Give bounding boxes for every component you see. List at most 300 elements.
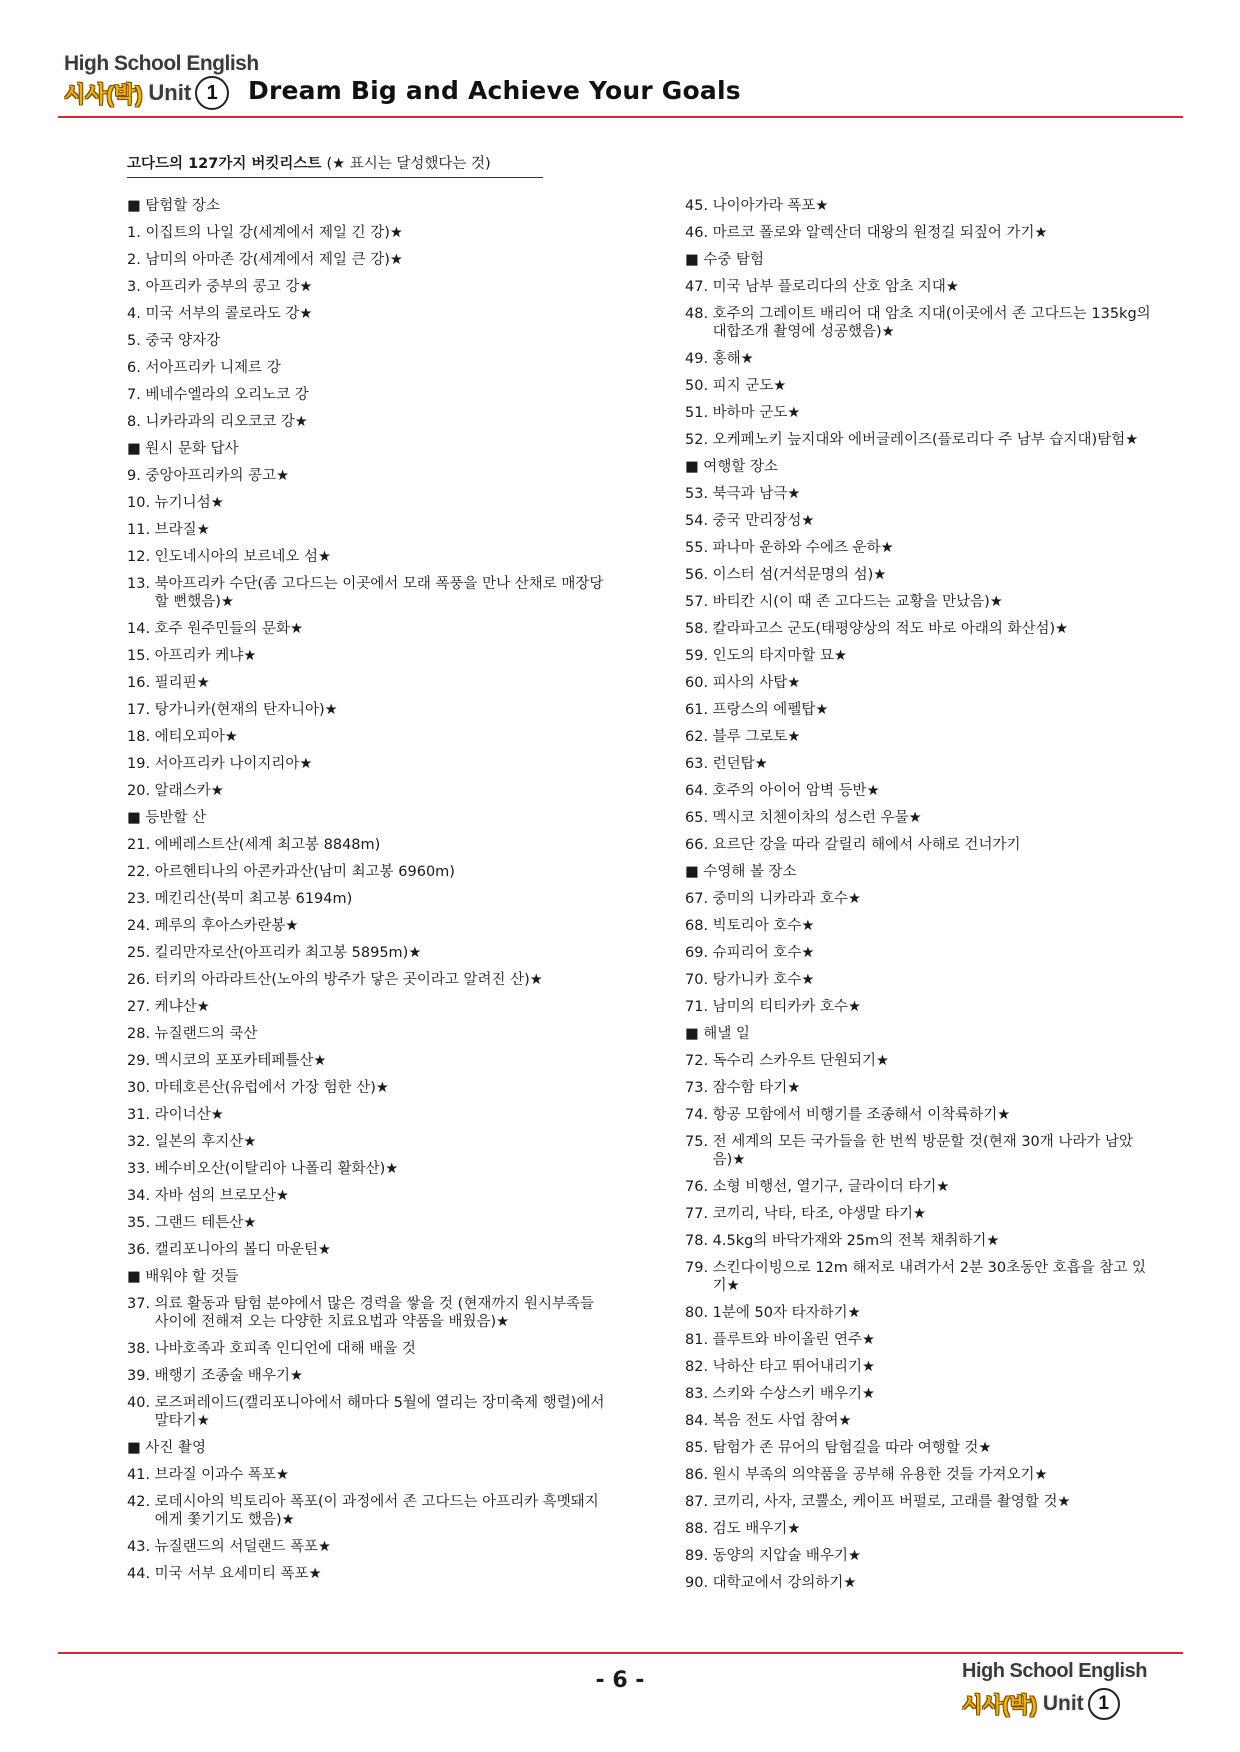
category-heading <box>685 1025 1155 1043</box>
list-item-text: 코끼리, 사자, 코뿔소, 케이프 버펄로, 고래를 촬영할 것★ <box>712 1494 1071 1510</box>
list-item-number: 10. <box>127 495 155 511</box>
list-item <box>685 890 1155 908</box>
list-item-number: 29. <box>127 1053 155 1069</box>
list-item-number: 62. <box>685 729 713 745</box>
list-item <box>127 1538 607 1556</box>
list-item-text: 탕가니카 호수★ <box>712 972 815 988</box>
list-item-number: 16. <box>127 675 155 691</box>
list-item <box>127 494 607 512</box>
list-item-number: 12. <box>127 549 155 565</box>
list-item-number: 32. <box>127 1134 155 1150</box>
list-item-number: 64. <box>685 783 713 799</box>
list-item-text: 남미의 티티카카 호수★ <box>712 999 861 1015</box>
list-item-text: 서아프리카 나이지리아★ <box>154 756 313 772</box>
list-item-text: 칼라파고스 군도(태평양상의 적도 바로 아래의 화산섬)★ <box>712 621 1069 637</box>
list-item-text: 베네수엘라의 오리노코 강 <box>145 387 309 403</box>
list-item-text: 호주 원주민들의 문화★ <box>154 621 303 637</box>
list-item-number: 81. <box>685 1332 713 1348</box>
list-item-text: 인도의 타지마할 묘★ <box>712 648 847 664</box>
list-item-text: 홍해★ <box>712 351 754 367</box>
list-item-number: 1. <box>127 225 146 241</box>
list-item-text: 중국 양자강 <box>145 333 221 349</box>
list-item <box>685 998 1155 1016</box>
left-column <box>127 197 607 1583</box>
list-item <box>127 782 607 800</box>
list-item-number: 71. <box>685 999 713 1015</box>
list-item <box>685 1574 1155 1592</box>
list-item-number: 66. <box>685 837 713 853</box>
list-item-number: 67. <box>685 891 713 907</box>
list-item <box>685 1466 1155 1484</box>
list-item-number: 70. <box>685 972 713 988</box>
list-item-text: 로즈퍼레이드(캘리포니아에서 해마다 5월에 열리는 장미축제 행렬)에서 말타기★ <box>154 1395 605 1429</box>
list-item-number: 87. <box>685 1494 713 1510</box>
list-item-text: 1분에 50자 타자하기★ <box>712 1305 861 1321</box>
list-item-number: 85. <box>685 1440 713 1456</box>
list-item-text: 이집트의 나일 강(세계에서 제일 긴 강)★ <box>145 225 403 241</box>
list-item <box>685 809 1155 827</box>
list-item-number: 44. <box>127 1566 155 1582</box>
footer-logo-unit-label: Unit <box>1042 1692 1084 1715</box>
list-item-text: 호주의 아이어 암벽 등반★ <box>712 783 880 799</box>
list-item <box>685 971 1155 989</box>
list-item-number: 39. <box>127 1368 155 1384</box>
list-item-number: 43. <box>127 1539 155 1555</box>
list-item <box>685 1304 1155 1322</box>
list-item-number: 51. <box>685 405 713 421</box>
list-item-number: 79. <box>685 1260 713 1276</box>
list-item-text: 브라질 이과수 폭포★ <box>154 1467 289 1483</box>
list-item <box>127 1106 607 1124</box>
list-item-text: 전 세계의 모든 국가들을 한 번씩 방문할 것(현재 30개 나라가 남았음)★ <box>712 1134 1134 1168</box>
list-item-text: 브라질★ <box>154 522 210 538</box>
list-item-number: 19. <box>127 756 155 772</box>
list-item-number: 5. <box>127 333 146 349</box>
list-item-text: 마테호른산(유럽에서 가장 험한 산)★ <box>154 1080 389 1096</box>
list-item-number: 25. <box>127 945 155 961</box>
list-item-number: 40. <box>127 1395 155 1411</box>
list-item-number: 2. <box>127 252 146 268</box>
list-item-text: 바하마 군도★ <box>712 405 801 421</box>
list-item-text: 코끼리, 낙타, 타조, 야생말 타기★ <box>712 1206 927 1222</box>
list-item <box>685 836 1155 854</box>
list-item <box>127 1466 607 1484</box>
list-item-text: 케냐산★ <box>154 999 210 1015</box>
list-item <box>127 224 607 242</box>
list-item <box>127 620 607 638</box>
list-item-text: 북아프리카 수단(좀 고다드는 이곳에서 모래 폭풍을 만나 산채로 매장당할 뻔했음)★ <box>154 576 604 610</box>
category-heading <box>127 440 607 458</box>
list-item-number: 15. <box>127 648 155 664</box>
list-item-number: 34. <box>127 1188 155 1204</box>
list-item-number: 84. <box>685 1413 713 1429</box>
list-item-text: 미국 남부 플로리다의 산호 암초 지대★ <box>712 279 959 295</box>
list-item-text: 스키와 수상스키 배우기★ <box>712 1386 875 1402</box>
list-item <box>127 1187 607 1205</box>
footer-logo-unit-badge <box>962 1688 1120 1720</box>
list-item <box>685 1178 1155 1196</box>
list-item <box>685 1493 1155 1511</box>
list-item-number: 52. <box>685 432 713 448</box>
list-item-number: 82. <box>685 1359 713 1375</box>
list-item-text: ■ 탐험할 장소 <box>127 198 220 214</box>
list-item-text: ■ 사진 촬영 <box>127 1440 206 1456</box>
list-item-text: 마르코 폴로와 알렉산더 대왕의 원정길 되짚어 가기★ <box>712 225 1048 241</box>
list-item-number: 42. <box>127 1494 155 1510</box>
list-item <box>127 863 607 881</box>
header-logo-publisher: 시사(박) <box>64 81 143 107</box>
footer-logo-wordmark: High School English <box>962 1660 1147 1682</box>
list-item-number: 53. <box>685 486 713 502</box>
list-item-text: ■ 수영해 볼 장소 <box>685 864 797 880</box>
list-item-text: 킬리만자로산(아프리카 최고봉 5895m)★ <box>154 945 422 961</box>
list-item <box>127 1160 607 1178</box>
list-item-text: 피지 군도★ <box>712 378 787 394</box>
list-item-text: 플루트와 바이올린 연주★ <box>712 1332 875 1348</box>
list-item <box>685 377 1155 395</box>
list-item-text: 베수비오산(이탈리아 나폴리 활화산)★ <box>154 1161 399 1177</box>
list-item-number: 7. <box>127 387 146 403</box>
list-item <box>685 305 1155 341</box>
list-item-text: ■ 수중 탐험 <box>685 252 764 268</box>
list-item <box>127 890 607 908</box>
footer-logo-publisher: 시사(박) <box>962 1694 1037 1717</box>
list-item <box>127 1241 607 1259</box>
list-item-number: 48. <box>685 306 713 322</box>
list-item <box>127 1340 607 1358</box>
list-item <box>685 1052 1155 1070</box>
list-item-text: 뉴기니섬★ <box>154 495 224 511</box>
list-item-number: 59. <box>685 648 713 664</box>
section-title-text: 고다드의 127가지 버킷리스트 <box>127 156 322 172</box>
list-item-text: 터키의 아라라트산(노아의 방주가 닿은 곳이라고 알려진 산)★ <box>154 972 543 988</box>
list-item-number: 9. <box>127 468 146 484</box>
list-item-text: 대학교에서 강의하기★ <box>712 1575 857 1591</box>
list-item-number: 73. <box>685 1080 713 1096</box>
list-item-text: 중국 만리장성★ <box>712 513 815 529</box>
list-item <box>127 1394 607 1430</box>
list-item <box>127 548 607 566</box>
list-item-text: ■ 원시 문화 답사 <box>127 441 239 457</box>
list-item <box>127 1367 607 1385</box>
list-item-text: 피사의 사탑★ <box>712 675 801 691</box>
category-heading <box>127 197 607 215</box>
list-item <box>685 1133 1155 1169</box>
list-item <box>685 1106 1155 1124</box>
list-item-text: 나이아가라 폭포★ <box>712 198 829 214</box>
list-item <box>685 1205 1155 1223</box>
list-item-text: 라이너산★ <box>154 1107 224 1123</box>
list-item <box>127 1052 607 1070</box>
header-logo-wordmark: High School English <box>64 52 259 75</box>
list-item-text: 호주의 그레이트 배리어 대 암초 지대(이곳에서 존 고다드는 135kg의 대합조개 촬영에 성공했음)★ <box>712 306 1151 340</box>
list-item-text: 에베레스트산(세계 최고봉 8848m) <box>154 837 381 853</box>
list-item <box>127 1214 607 1232</box>
list-item-text: 요르단 강을 따라 갈릴리 해에서 사해로 건너가기 <box>712 837 1021 853</box>
list-item-text: 프랑스의 에펠탑★ <box>712 702 829 718</box>
list-item-number: 41. <box>127 1467 155 1483</box>
list-item <box>127 1493 607 1529</box>
list-item-number: 46. <box>685 225 713 241</box>
list-item-number: 13. <box>127 576 155 592</box>
list-item-text: 탐험가 존 뮤어의 탐험길을 따라 여행할 것★ <box>712 1440 992 1456</box>
list-item <box>685 224 1155 242</box>
list-item-text: 중미의 니카라과 호수★ <box>712 891 861 907</box>
list-item <box>127 413 607 431</box>
list-item <box>685 539 1155 557</box>
list-item-text: 슈피리어 호수★ <box>712 945 815 961</box>
list-item-number: 56. <box>685 567 713 583</box>
list-item-text: 4.5kg의 바닥가재와 25m의 전복 채취하기★ <box>712 1233 1000 1249</box>
list-item <box>127 251 607 269</box>
list-item-text: 미국 서부의 콜로라도 강★ <box>145 306 313 322</box>
list-item-number: 6. <box>127 360 146 376</box>
list-item-text: 복음 전도 사업 참여★ <box>712 1413 852 1429</box>
list-item <box>685 512 1155 530</box>
list-item <box>127 1079 607 1097</box>
list-item <box>685 647 1155 665</box>
list-item-text: 그랜드 테튼산★ <box>154 1215 257 1231</box>
list-item-number: 80. <box>685 1305 713 1321</box>
list-item <box>127 467 607 485</box>
list-item-text: 런던탑★ <box>712 756 768 772</box>
list-item <box>127 1133 607 1151</box>
list-item <box>685 404 1155 422</box>
list-item-number: 74. <box>685 1107 713 1123</box>
list-item-number: 76. <box>685 1179 713 1195</box>
section-title-note: (★ 표시는 달성했다는 것) <box>326 156 491 172</box>
list-item <box>685 1232 1155 1250</box>
list-item-text: 잠수함 타기★ <box>712 1080 801 1096</box>
list-item-number: 75. <box>685 1134 713 1150</box>
list-item-number: 49. <box>685 351 713 367</box>
list-item <box>685 1331 1155 1349</box>
list-item <box>685 1439 1155 1457</box>
list-item-number: 50. <box>685 378 713 394</box>
list-item <box>685 566 1155 584</box>
list-item-text: 미국 서부 요세미티 폭포★ <box>154 1566 322 1582</box>
list-item-text: ■ 여행할 장소 <box>685 459 778 475</box>
list-item-number: 38. <box>127 1341 155 1357</box>
list-item-text: 블루 그로토★ <box>712 729 801 745</box>
list-item-number: 21. <box>127 837 155 853</box>
list-item <box>685 728 1155 746</box>
list-item-number: 57. <box>685 594 713 610</box>
list-item <box>127 575 607 611</box>
list-item-number: 8. <box>127 414 146 430</box>
list-item-text: 북극과 남극★ <box>712 486 801 502</box>
list-item-number: 11. <box>127 522 155 538</box>
list-item <box>685 197 1155 215</box>
list-item-number: 17. <box>127 702 155 718</box>
list-item-text: 중앙아프리카의 콩고★ <box>145 468 290 484</box>
list-item-number: 89. <box>685 1548 713 1564</box>
list-item <box>685 701 1155 719</box>
list-item-text: 낙하산 타고 뛰어내리기★ <box>712 1359 875 1375</box>
list-item <box>127 944 607 962</box>
list-item-text: 파나마 운하와 수에즈 운하★ <box>712 540 894 556</box>
list-item-number: 23. <box>127 891 155 907</box>
list-item-number: 86. <box>685 1467 713 1483</box>
list-item <box>685 431 1155 449</box>
list-item-text: 필리핀★ <box>154 675 210 691</box>
list-item-number: 45. <box>685 198 713 214</box>
list-item-text: 뉴질랜드의 쿡산 <box>154 1026 258 1042</box>
list-item <box>685 1547 1155 1565</box>
list-item-number: 55. <box>685 540 713 556</box>
list-item <box>127 1025 607 1043</box>
list-item-text: 일본의 후지산★ <box>154 1134 257 1150</box>
list-item-text: 이스터 섬(거석문명의 섬)★ <box>712 567 887 583</box>
list-item-text: 의료 활동과 탐험 분야에서 많은 경력을 쌓을 것 (현재까지 원시부족들 사이에 전해져 오는 다양한 치료요법과 약품을 배웠음)★ <box>154 1296 595 1330</box>
header-logo-unit-label: Unit <box>148 80 192 105</box>
unit-title: Dream Big and Achieve Your Goals <box>248 76 741 105</box>
list-item-text: 자바 섬의 브로모산★ <box>154 1188 289 1204</box>
list-item-text: 독수리 스카우트 단원되기★ <box>712 1053 889 1069</box>
list-item-number: 88. <box>685 1521 713 1537</box>
list-item-number: 28. <box>127 1026 155 1042</box>
list-item <box>127 836 607 854</box>
list-item-text: 알래스카★ <box>154 783 224 799</box>
list-item-text: 캘리포니아의 볼디 마운틴★ <box>154 1242 331 1258</box>
list-item <box>685 620 1155 638</box>
section-title <box>127 152 491 173</box>
list-item <box>685 674 1155 692</box>
list-item-text: 에티오피아★ <box>154 729 238 745</box>
list-item-number: 72. <box>685 1053 713 1069</box>
list-item-text: ■ 배워야 할 것들 <box>127 1269 239 1285</box>
category-heading <box>127 809 607 827</box>
list-item <box>127 701 607 719</box>
list-item <box>127 521 607 539</box>
list-item-number: 90. <box>685 1575 713 1591</box>
list-item-number: 83. <box>685 1386 713 1402</box>
list-item <box>685 755 1155 773</box>
list-item <box>127 971 607 989</box>
list-item-number: 20. <box>127 783 155 799</box>
list-item-text: ■ 등반할 산 <box>127 810 206 826</box>
list-item <box>127 1295 607 1331</box>
list-item-text: 뉴질랜드의 서덜랜드 폭포★ <box>154 1539 331 1555</box>
list-item <box>127 755 607 773</box>
list-item-text: 항공 모함에서 비행기를 조종해서 이착륙하기★ <box>712 1107 1011 1123</box>
list-item-text: 인도네시아의 보르네오 섬★ <box>154 549 331 565</box>
footer-logo-unit-number: 1 <box>1088 1688 1120 1720</box>
list-item-text: 검도 배우기★ <box>712 1521 801 1537</box>
list-item-text: 멕시코 치첸이차의 성스런 우물★ <box>712 810 922 826</box>
list-item-number: 69. <box>685 945 713 961</box>
section-title-underline <box>127 177 543 178</box>
list-item <box>685 485 1155 503</box>
list-item <box>685 1358 1155 1376</box>
list-item <box>685 350 1155 368</box>
list-item-text: 스킨다이빙으로 12m 해저로 내려가서 2분 30초동안 호흡을 참고 있기★ <box>712 1260 1146 1294</box>
list-item-text: 빅토리아 호수★ <box>712 918 815 934</box>
list-item-number: 77. <box>685 1206 713 1222</box>
list-item <box>127 305 607 323</box>
list-item-text: 아르헨티나의 아콘카과산(남미 최고봉 6960m) <box>154 864 455 880</box>
list-item-text: 페루의 후아스카란봉★ <box>154 918 299 934</box>
list-item-text: 아프리카 중부의 콩고 강★ <box>145 279 313 295</box>
list-item <box>127 1565 607 1583</box>
list-item-number: 61. <box>685 702 713 718</box>
list-item <box>127 332 607 350</box>
list-item <box>127 359 607 377</box>
list-item-number: 54. <box>685 513 713 529</box>
list-item-number: 27. <box>127 999 155 1015</box>
list-item <box>685 1259 1155 1295</box>
list-item <box>685 1520 1155 1538</box>
list-item <box>127 386 607 404</box>
list-item-text: 남미의 아마존 강(세계에서 제일 큰 강)★ <box>145 252 403 268</box>
list-item-number: 35. <box>127 1215 155 1231</box>
list-item-text: 동양의 지압술 배우기★ <box>712 1548 861 1564</box>
category-heading <box>685 863 1155 881</box>
list-item-number: 47. <box>685 279 713 295</box>
list-item-text: 메킨리산(북미 최고봉 6194m) <box>154 891 353 907</box>
list-item <box>127 917 607 935</box>
list-item-text: 니카라과의 리오코코 강★ <box>145 414 308 430</box>
category-heading <box>685 458 1155 476</box>
list-item-number: 3. <box>127 279 146 295</box>
list-item <box>685 593 1155 611</box>
page-number: - 6 - <box>595 1668 645 1693</box>
list-item-number: 37. <box>127 1296 155 1312</box>
list-item-number: 30. <box>127 1080 155 1096</box>
list-item-number: 24. <box>127 918 155 934</box>
list-item-number: 18. <box>127 729 155 745</box>
list-item-number: 68. <box>685 918 713 934</box>
list-item <box>685 1412 1155 1430</box>
list-item-text: 원시 부족의 의약품을 공부해 유용한 것들 가져오기★ <box>712 1467 1048 1483</box>
list-item-number: 58. <box>685 621 713 637</box>
list-item <box>127 674 607 692</box>
list-item-text: 탕가니카(현재의 탄자니아)★ <box>154 702 338 718</box>
list-item-text: 소형 비행선, 열기구, 글라이더 타기★ <box>712 1179 950 1195</box>
category-heading <box>127 1439 607 1457</box>
list-item-text: 서아프리카 니제르 강 <box>145 360 281 376</box>
list-item-text: 아프리카 케냐★ <box>154 648 257 664</box>
list-item-text: 오케페노키 늪지대와 에버글레이즈(플로리다 주 남부 습지대)탐험★ <box>712 432 1139 448</box>
list-item <box>685 944 1155 962</box>
list-item <box>127 647 607 665</box>
header-logo-unit-number: 1 <box>195 76 229 110</box>
header-divider <box>58 116 1183 118</box>
right-column <box>685 197 1155 1592</box>
list-item <box>685 782 1155 800</box>
category-heading <box>127 1268 607 1286</box>
list-item <box>685 1385 1155 1403</box>
list-item-text: 바티칸 시(이 때 존 고다드는 교황을 만났음)★ <box>712 594 1003 610</box>
list-item <box>127 728 607 746</box>
list-item <box>127 998 607 1016</box>
list-item-number: 65. <box>685 810 713 826</box>
list-item-number: 78. <box>685 1233 713 1249</box>
list-item-text: ■ 해낼 일 <box>685 1026 750 1042</box>
list-item-number: 4. <box>127 306 146 322</box>
list-item <box>685 917 1155 935</box>
list-item-number: 26. <box>127 972 155 988</box>
list-item-number: 22. <box>127 864 155 880</box>
list-item-number: 14. <box>127 621 155 637</box>
list-item-number: 63. <box>685 756 713 772</box>
category-heading <box>685 251 1155 269</box>
list-item <box>685 278 1155 296</box>
list-item-text: 로데시아의 빅토리아 폭포(이 과정에서 존 고다드는 아프리카 흑멧돼지에게 쫓기기도 했음)★ <box>154 1494 599 1528</box>
list-item <box>127 278 607 296</box>
list-item-text: 배행기 조종술 배우기★ <box>154 1368 303 1384</box>
list-item <box>685 1079 1155 1097</box>
